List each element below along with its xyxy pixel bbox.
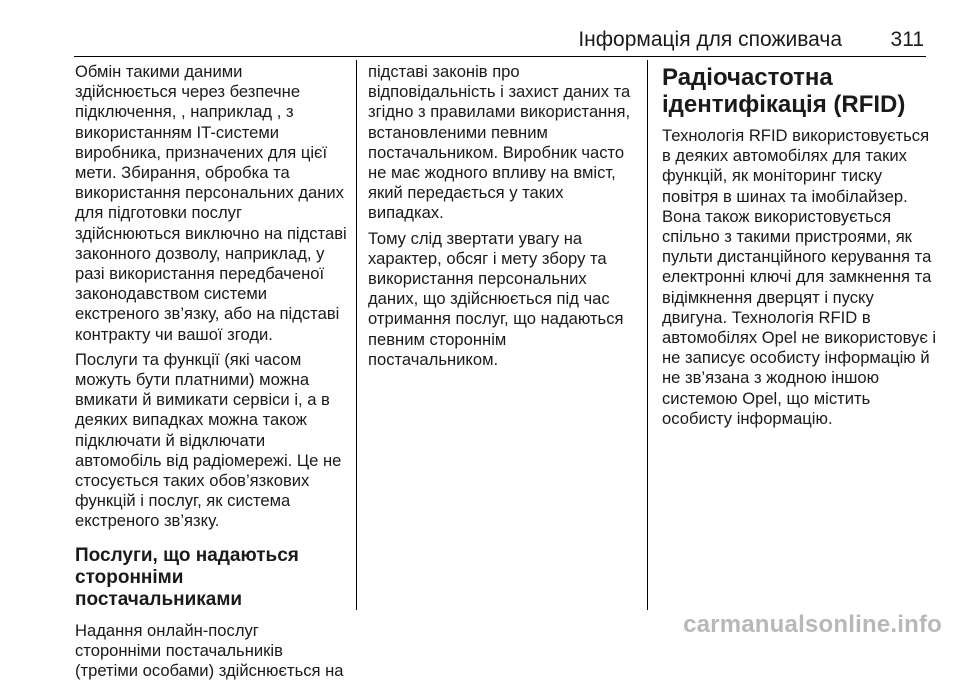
paragraph-services-functions: Послуги та функції (які часом можуть бути платними) можна вмикати й вимикати сервіси і, а в деяких випадках можна також підключати й відключати автомобіль від радіомережі. Це не стосується таких обов’язкових функцій і послуг, як система екстреного зв’язку.: [75, 349, 342, 531]
paragraph-online-services: Надання онлайн-послуг сторонніми постачальників (третіми особами) здійснюється на: [75, 620, 344, 681]
section-title-rfid: Радіочастотна ідентифікація (RFID): [662, 64, 906, 118]
paragraph-legal-basis: підставі законів про відповідальність і захист даних та згідно з правилами використання, встановленими певним постачальником. Виробник часто не має жодного впливу на вміст, який передається у таких випадках.: [368, 62, 631, 223]
column-1: [75, 62, 347, 681]
subheading-third-party-services: Послуги, що надаються сторонніми постачальниками: [75, 544, 299, 610]
paragraph-rfid: Технологія RFID використовується в деяких автомобілях для таких функцій, як моніторинг тиску повітря в шинах та імобілайзер. Вона також використовується спільно з такими пристроями, як пульти дистанційного керування та електронні ключі для замкнення та відімкнення дверцят і пуску двигуна. Технологія RFID в автомобілях Opel не використовує і не записує особисту інформацію й не зв’язана з жодною іншою системою Opel, що містить особисту інформацію.: [662, 126, 937, 428]
column-3: [662, 62, 937, 612]
page-header: [0, 0, 960, 56]
header-rule: [74, 56, 926, 57]
watermark: carmanualsonline.info: [683, 611, 942, 638]
header-title: Інформація для споживача: [578, 28, 842, 51]
column-divider: [356, 60, 357, 610]
paragraph-attention: Тому слід звертати увагу на характер, обсяг і мету збору та використання персональних даних, що здійснюється під час отримання послуг, що надаються певним стороннім постачальником.: [368, 228, 624, 369]
column-2: [368, 62, 640, 612]
paragraph-data-exchange: Обмін такими даними здійснюється через безпечне підключення, , наприклад , з використанням IT-системи виробника, призначених для цієї мети. Збирання, обробка та використання персональних даних для підготовки послуг здійснюються виключно на підставі законного дозволу, наприклад, у разі використання передбаченої законодавством системи екстреного зв’язку, або на підставі контракту чи вашої згоди.: [75, 62, 347, 344]
page-number: 311: [890, 28, 924, 51]
column-divider: [647, 60, 648, 610]
